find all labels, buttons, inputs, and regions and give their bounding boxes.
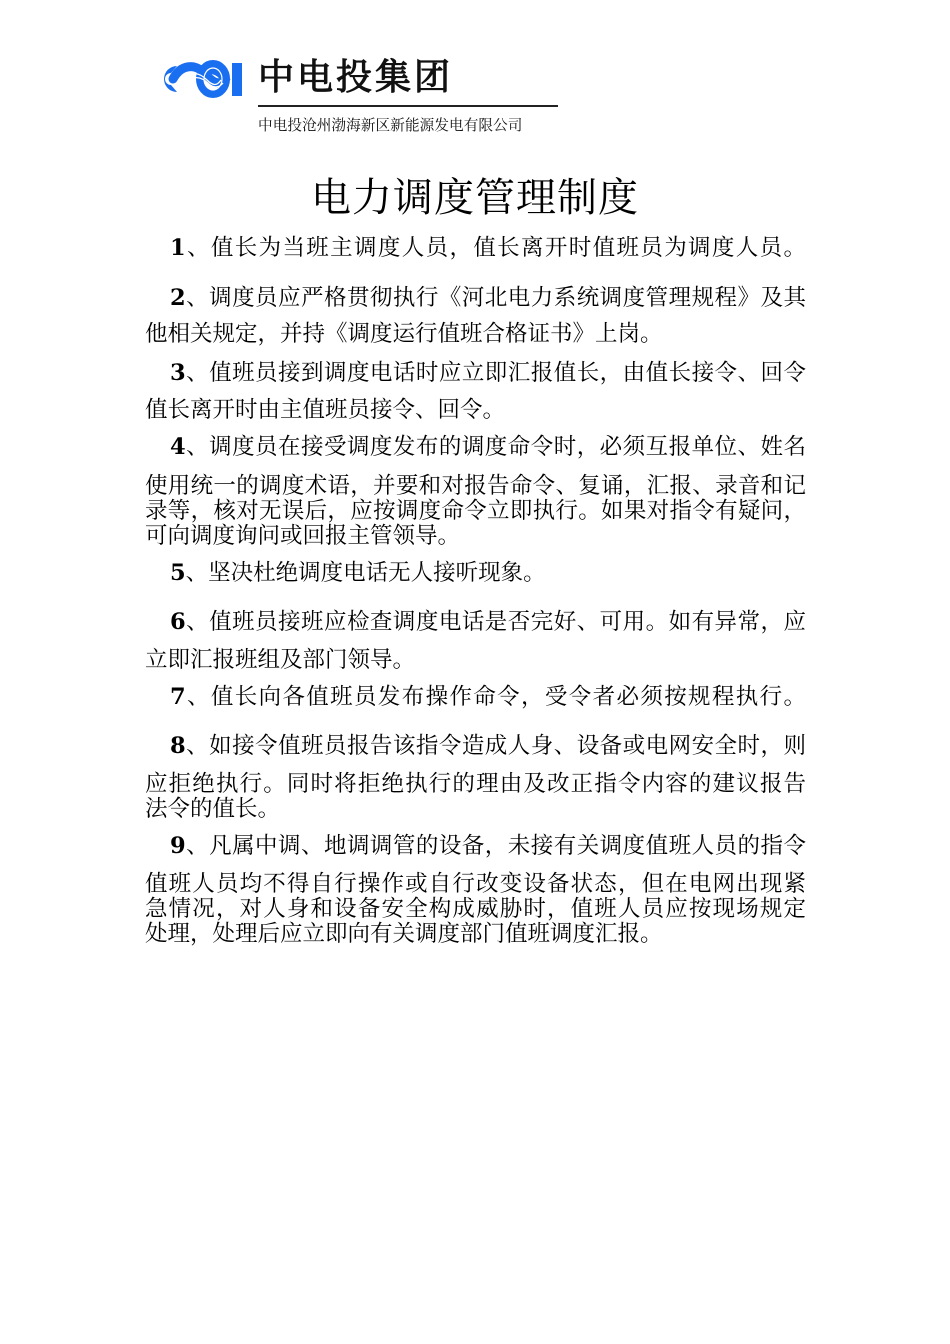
cpi-logo-icon xyxy=(147,58,245,100)
paragraph-line: 9、凡属中调、地调调管的设备，未接有关调度值班人员的指令 xyxy=(170,833,806,859)
paragraph-line: 应拒绝执行。同时将拒绝执行的理由及改正指令内容的建议报告 xyxy=(145,771,806,797)
item-number: 9 xyxy=(170,833,186,859)
paragraph-line: 7、值长向各值班员发布操作命令，受令者必须按规程执行。 xyxy=(170,684,806,710)
paragraph-line: 法令的值长。 xyxy=(145,796,281,822)
item-number: 2 xyxy=(170,285,186,311)
paragraph-line: 可向调度询问或回报主管领导。 xyxy=(145,523,461,549)
item-number: 3 xyxy=(170,360,186,386)
paragraph-line: 4、调度员在接受调度发布的调度命令时，必须互报单位、姓名 xyxy=(170,434,806,460)
paragraph-line: 5、坚决杜绝调度电话无人接听现象。 xyxy=(170,560,546,586)
paragraph-line: 急情况，对人身和设备安全构成威胁时，值班人员应按现场规定 xyxy=(145,896,806,922)
item-number: 4 xyxy=(170,434,186,460)
item-number: 5 xyxy=(170,560,186,586)
company-subtitle: 中电投沧州渤海新区新能源发电有限公司 xyxy=(258,117,523,134)
paragraph-line: 3、值班员接到调度电话时应立即汇报值长，由值长接令、回令 xyxy=(170,360,806,386)
paragraph-line: 值班人员均不得自行操作或自行改变设备状态，但在电网出现紧 xyxy=(145,871,806,897)
brand-name: 中电投集团 xyxy=(258,57,454,98)
paragraph-line: 立即汇报班组及部门领导。 xyxy=(145,647,416,673)
paragraph-line: 使用统一的调度术语，并要和对报告命令、复诵，汇报、录音和记 xyxy=(145,473,806,499)
item-number: 1 xyxy=(170,235,186,261)
item-number: 7 xyxy=(170,684,186,710)
paragraph-line: 2、调度员应严格贯彻执行《河北电力系统调度管理规程》及其 xyxy=(170,285,806,311)
item-number: 6 xyxy=(170,609,186,635)
document-title: 电力调度管理制度 xyxy=(311,175,639,221)
paragraph-line: 6、值班员接班应检查调度电话是否完好、可用。如有异常，应 xyxy=(170,609,806,635)
paragraph-line: 1、值长为当班主调度人员，值长离开时值班员为调度人员。 xyxy=(170,235,806,261)
paragraph-line: 处理，处理后应立即向有关调度部门值班调度汇报。 xyxy=(145,921,663,947)
header-divider xyxy=(258,105,558,107)
paragraph-line: 值长离开时由主值班员接令、回令。 xyxy=(145,397,506,423)
paragraph-line: 8、如接令值班员报告该指令造成人身、设备或电网安全时，则 xyxy=(170,733,806,759)
paragraph-line: 录等，核对无误后，应按调度命令立即执行。如果对指令有疑问， xyxy=(145,498,806,524)
item-number: 8 xyxy=(170,733,186,759)
paragraph-line: 他相关规定，并持《调度运行值班合格证书》上岗。 xyxy=(145,321,663,347)
